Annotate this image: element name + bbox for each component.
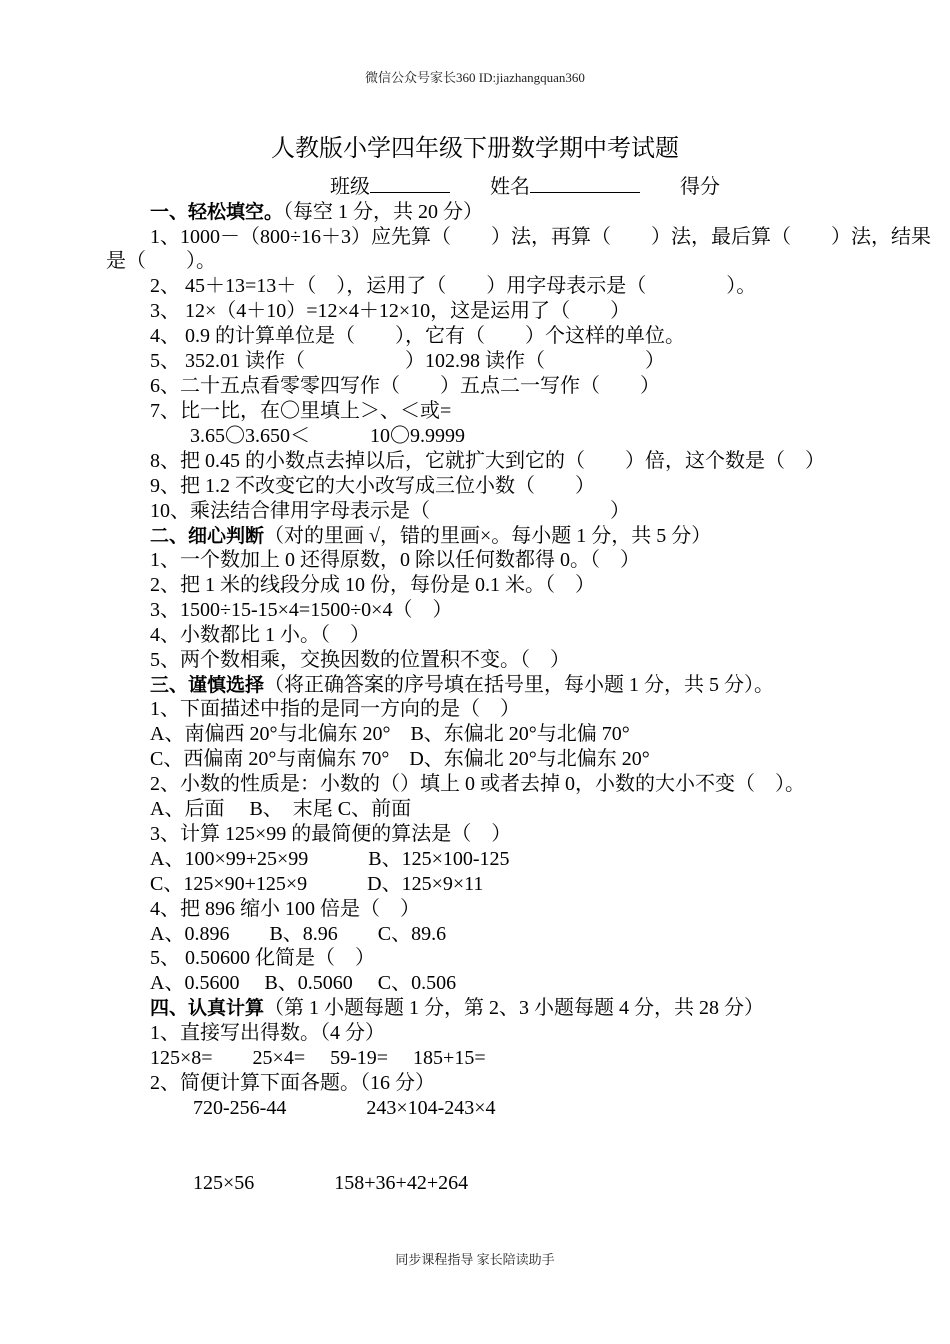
name-blank[interactable] (530, 174, 640, 193)
question-line: 是（ ）。 (106, 250, 216, 272)
question-line: 1、直接写出得数。（4 分） (150, 1022, 385, 1044)
question-line: A、0.896 B、8.96 C、89.6 (150, 923, 447, 945)
header-note: 微信公众号家长360 ID:jiazhangquan360 (365, 70, 585, 85)
section-heading: 三、谨慎选择 (150, 674, 265, 696)
question-line: 3、计算 125×99 的最简便的算法是（ ） (150, 823, 512, 845)
question-line: A、南偏西 20°与北偏东 20° B、东偏北 20°与北偏 70° (150, 723, 630, 745)
question-line: 7、比一比，在〇里填上＞、＜或= (150, 400, 452, 422)
class-label: 班级 (330, 176, 370, 198)
question-line: A、0.5600 B、0.5060 C、0.506 (150, 972, 457, 994)
section-note: （对的里画 √，错的里画×。每小题 1 分，共 5 分） (264, 525, 712, 547)
section-4-header (150, 996, 764, 1020)
question-line: 5、 0.50600 化简是（ ） (150, 947, 375, 969)
question-line: A、100×99+25×99 B、125×100-125 (150, 848, 510, 870)
question-line: 125×8= 25×4= 59-19= 185+15= (150, 1047, 486, 1069)
section-2-header (150, 524, 711, 548)
question-line: 2、 45＋13=13＋（ ），运用了（ ）用字母表示是（ ）。 (150, 275, 757, 297)
name-label: 姓名 (490, 176, 530, 198)
question-line: 3、1500÷15-15×4=1500÷0×4（ ） (150, 599, 453, 621)
question-line: 4、把 896 缩小 100 倍是（ ） (150, 898, 420, 920)
page-title: 人教版小学四年级下册数学期中考试题 (271, 136, 679, 162)
section-note: （每空 1 分，共 20 分） (283, 201, 484, 223)
question-line: 2、把 1 米的线段分成 10 份，每份是 0.1 米。（ ） (150, 574, 595, 596)
question-line: 8、把 0.45 的小数点去掉以后，它就扩大到它的（ ）倍，这个数是（ ） (150, 450, 825, 472)
question-line: C、西偏南 20°与南偏东 70° D、东偏北 20°与北偏东 20° (150, 748, 650, 770)
section-note: （将正确答案的序号填在括号里，每小题 1 分，共 5 分）。 (264, 674, 775, 696)
question-line: C、125×90+125×9 D、125×9×11 (150, 873, 484, 895)
section-heading: 一、轻松填空。 (150, 201, 284, 223)
question-line: 1、一个数加上 0 还得原数，0 除以任何数都得 0。（ ） (150, 549, 640, 571)
question-line: 2、小数的性质是：小数的（）填上 0 或者去掉 0，小数的大小不变（ ）。 (150, 773, 805, 795)
question-line: 5、两个数相乘，交换因数的位置积不变。（ ） (150, 649, 570, 671)
footer-note: 同步课程指导 家长陪读助手 (395, 1252, 555, 1267)
question-line: 5、 352.01 读作（ ）102.98 读作（ ） (150, 350, 665, 372)
question-line: 10、乘法结合律用字母表示是（ ） (150, 500, 630, 522)
question-line: A、后面 B、 末尾 C、前面 (150, 798, 412, 820)
section-note: （第 1 小题每题 1 分，第 2、3 小题每题 4 分，共 28 分） (264, 997, 765, 1019)
class-blank[interactable] (370, 174, 450, 193)
question-line: 4、小数都比 1 小。（ ） (150, 624, 370, 646)
score-label: 得分 (680, 176, 720, 198)
question-line: 6、二十五点看零零四写作（ ）五点二一写作（ ） (150, 375, 660, 397)
question-line: 1、下面描述中指的是同一方向的是（ ） (150, 698, 520, 720)
section-heading: 二、细心判断 (150, 525, 265, 547)
section-heading: 四、认真计算 (150, 997, 265, 1019)
question-line: 125×56 158+36+42+264 (193, 1172, 469, 1194)
question-line: 3.65〇3.650＜ 10〇9.9999 (190, 425, 465, 447)
section-1-header (150, 200, 483, 224)
question-line: 2、简便计算下面各题。（16 分） (150, 1072, 435, 1094)
question-line: 1、1000－（800÷16＋3）应先算（ ）法，再算（ ）法，最后算（ ）法，结果 (150, 226, 931, 248)
question-line: 720-256-44 243×104-243×4 (193, 1097, 496, 1119)
question-line: 3、 12×（4＋10）=12×4＋12×10，这是运用了（ ） (150, 300, 631, 322)
question-line: 4、 0.9 的计算单位是（ ），它有（ ）个这样的单位。 (150, 325, 685, 347)
student-info (330, 174, 720, 199)
section-3-header (150, 673, 774, 697)
question-line: 9、把 1.2 不改变它的大小改写成三位小数（ ） (150, 475, 595, 497)
